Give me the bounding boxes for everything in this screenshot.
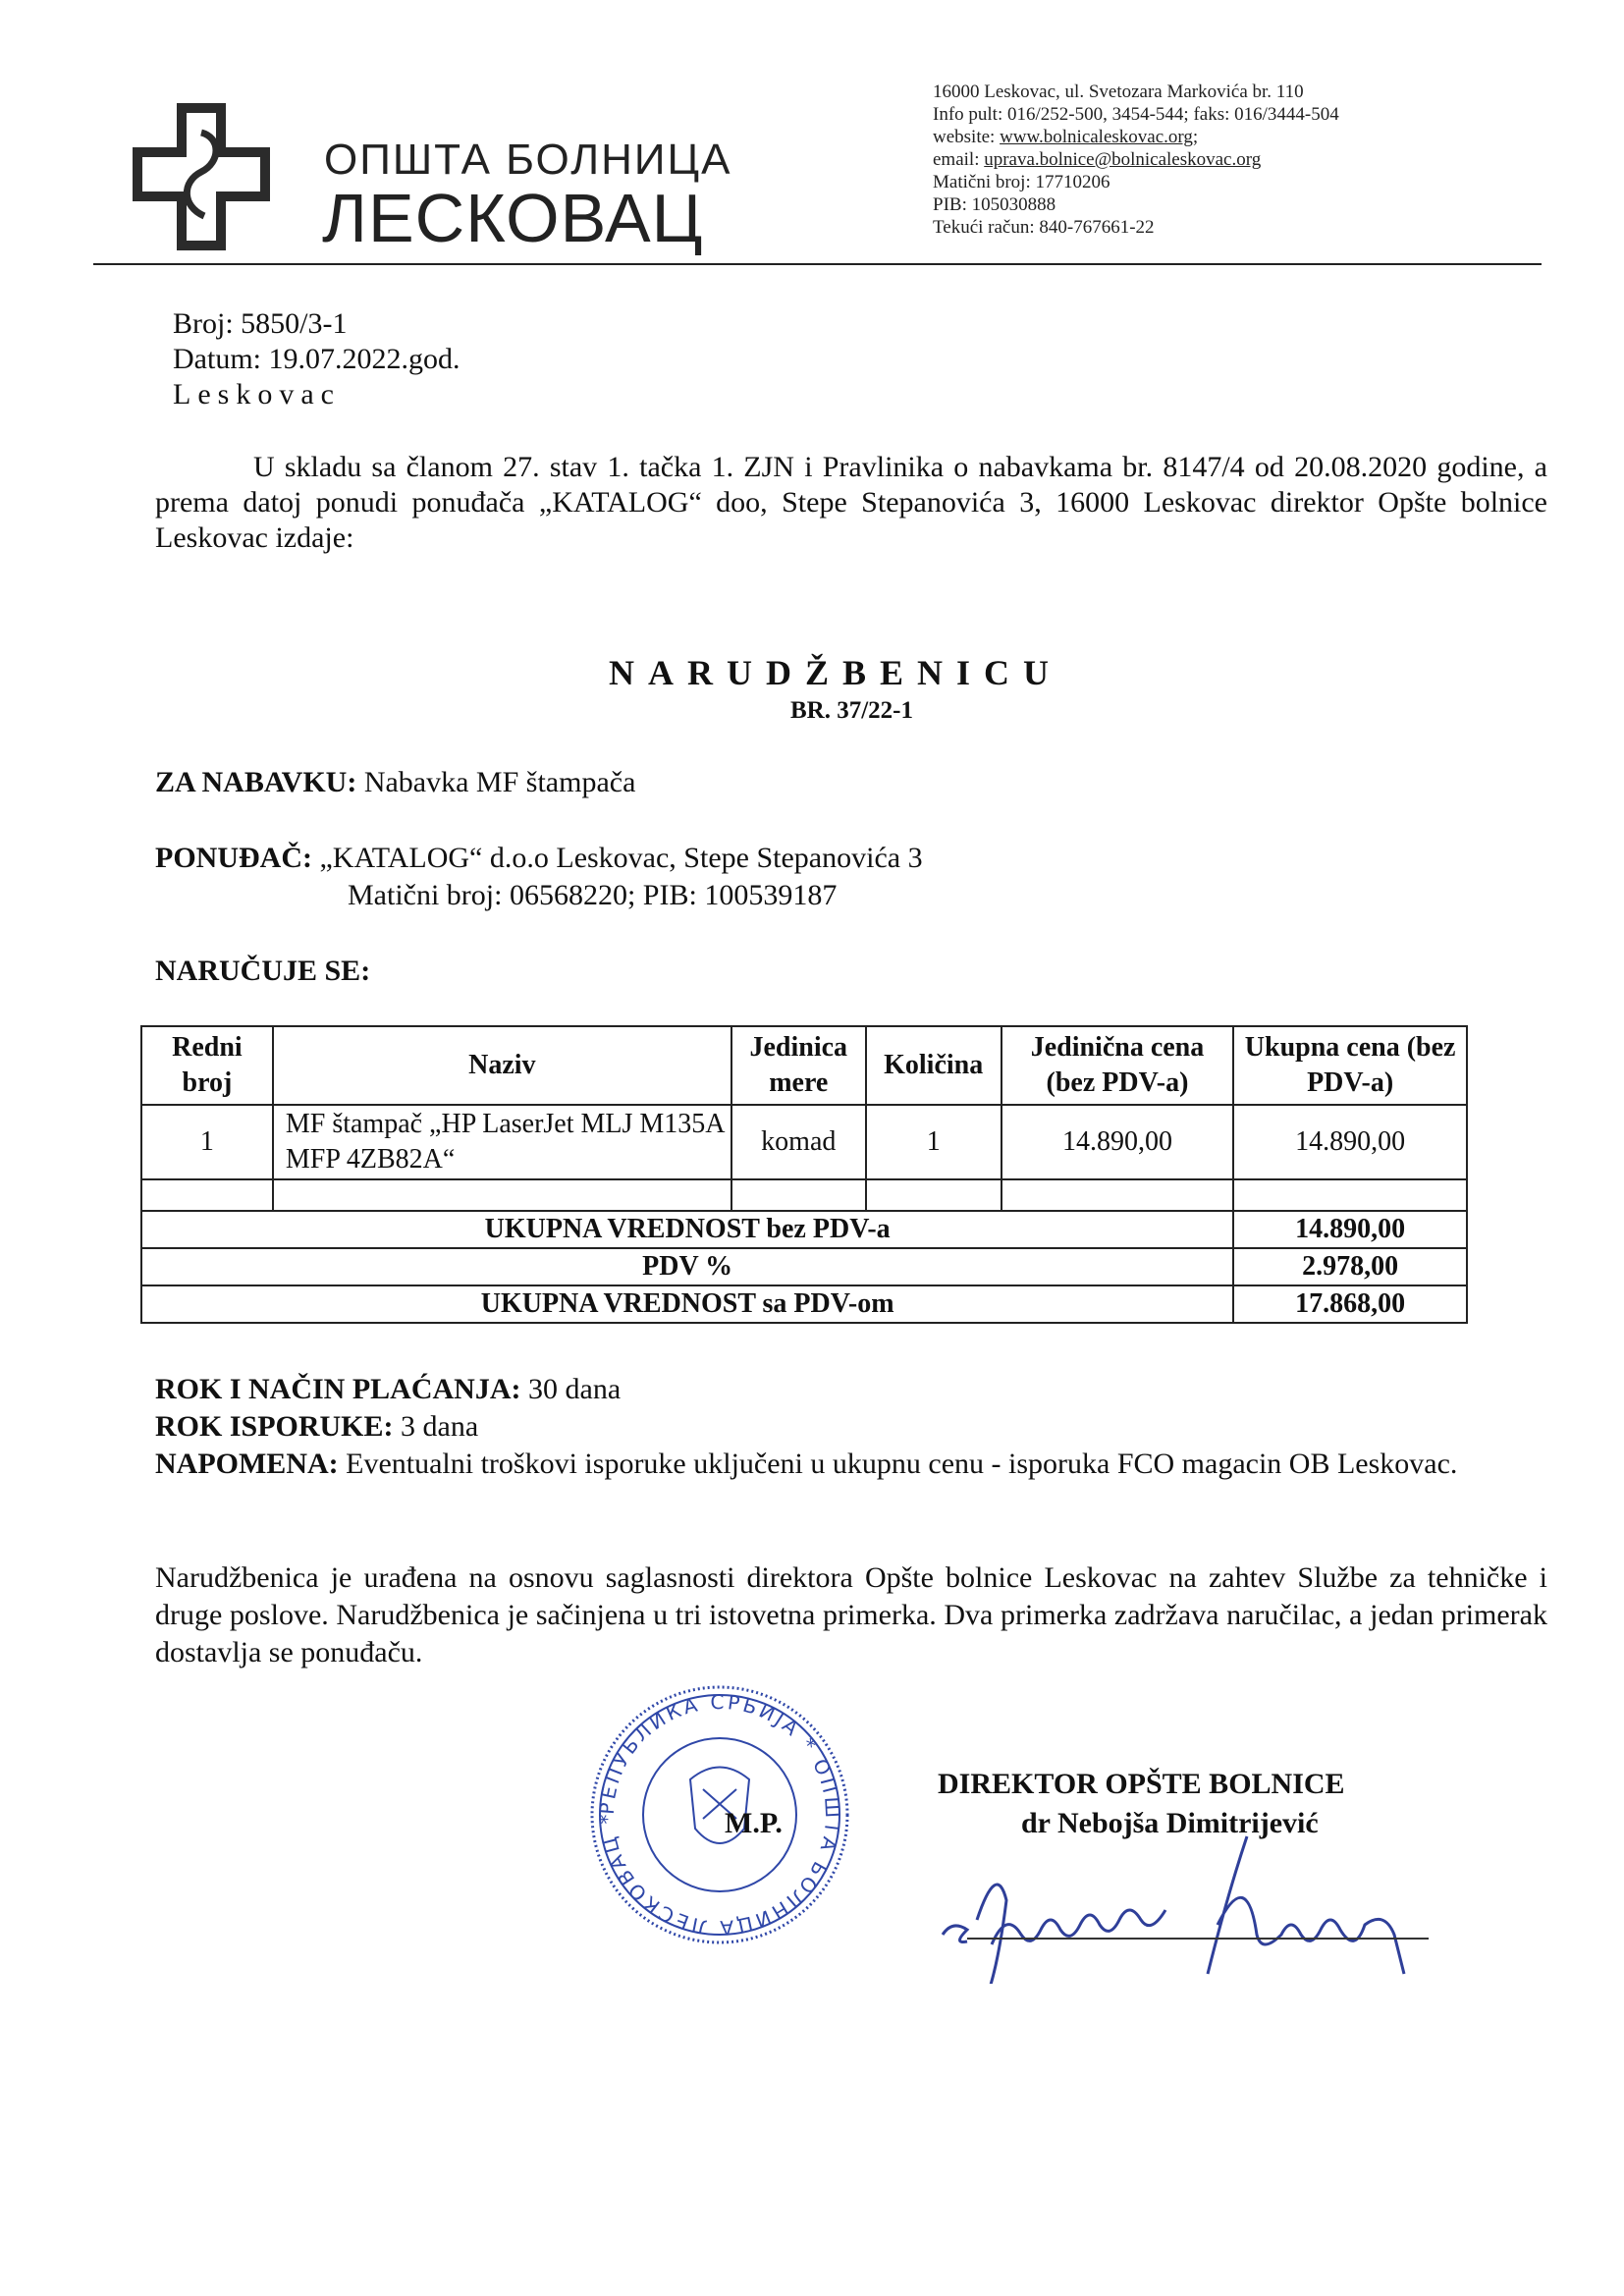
- col-header-redni: Redni broj: [141, 1026, 273, 1105]
- order-heading: NARUČUJE SE:: [155, 955, 371, 987]
- supplier-label: PONUĐAČ:: [155, 842, 312, 874]
- supplier-block: [155, 840, 923, 914]
- email-line: [933, 148, 1339, 171]
- cell-uk-cena: 14.890,00: [1233, 1105, 1467, 1179]
- delivery-label: ROK ISPORUKE:: [155, 1410, 394, 1443]
- email-label: email:: [933, 149, 985, 170]
- terms-block: [155, 1371, 1540, 1483]
- empty-cell: [273, 1179, 731, 1211]
- handwritten-signature: [923, 1827, 1512, 1984]
- supplier-ids: Matični broj: 06568220; PIB: 100539187: [348, 879, 838, 911]
- col-header-uk-cena: Ukupna cena (bez PDV-a): [1233, 1026, 1467, 1105]
- address: 16000 Leskovac, ul. Svetozara Markovića br. 110: [933, 82, 1304, 102]
- empty-cell: [141, 1179, 273, 1211]
- cell-naziv: MF štampač „HP LaserJet MLJ M135A MFP 4ZB82A“: [273, 1105, 731, 1179]
- procurement-value: Nabavka MF štampača: [363, 766, 636, 798]
- note-label: NAPOMENA:: [155, 1448, 339, 1480]
- info-line: Info pult: 016/252-500, 3454-544; faks: 016/3444-504: [933, 104, 1339, 125]
- org-name-line1: ОПШТА БОЛНИЦА: [324, 136, 732, 184]
- empty-cell: [866, 1179, 1001, 1211]
- total-value: 17.868,00: [1233, 1285, 1467, 1323]
- empty-cell: [1001, 1179, 1234, 1211]
- table-row-empty: [141, 1179, 1467, 1211]
- website-label: website:: [933, 127, 1001, 147]
- hospital-cross-logo: [128, 98, 275, 255]
- cell-jed-cena: 14.890,00: [1001, 1105, 1234, 1179]
- table-header-row: [141, 1026, 1467, 1105]
- payment-label: ROK I NAČIN PLAĆANJA:: [155, 1373, 521, 1405]
- closing-paragraph: Narudžbenica je urađena na osnovu saglasnosti direktora Opšte bolnice Leskovac na zahtev Službe za tehničke i druge poslove. Narudžbenica je sačinjena u tri istovetna primerka. Dva primerka zadržava naručilac, a jedan primerak dostavlja se ponuđaču.: [155, 1561, 1547, 1668]
- supplier-line1: [155, 840, 923, 877]
- stamp-ring-text: РЕПУБЛИКА СРБИЈА * ОПШТА БОЛНИЦА ЛЕСКОВАЦ *: [594, 1689, 845, 1941]
- stamp-mp-label: M.P.: [725, 1807, 783, 1839]
- col-header-jedinica: Jedinica mere: [731, 1026, 866, 1105]
- bank-account: Tekući račun: 840-767661-22: [933, 217, 1155, 238]
- document-title: NARUDŽBENICU: [609, 653, 1063, 692]
- delivery-terms: [155, 1408, 1540, 1446]
- cell-redni: 1: [141, 1105, 273, 1179]
- total-label: UKUPNA VREDNOST bez PDV-a: [141, 1211, 1233, 1248]
- payment-value: 30 dana: [528, 1373, 622, 1405]
- cell-jedinica: komad: [731, 1105, 866, 1179]
- maticni-broj: Matični broj: 17710206: [933, 172, 1110, 192]
- website-link[interactable]: www.bolnicaleskovac.org: [1000, 127, 1193, 147]
- signature-line: [967, 1938, 1429, 1940]
- intro-paragraph: U skladu sa članom 27. stav 1. tačka 1. ZJN i Pravlinika o nabavkama br. 8147/4 od 20.08.2020 godine, a prema datoj ponudi ponuđača „KATALOG“ doo, Stepe Stepanovića 3, 16000 Leskovac direktor Opšte bolnice Leskovac izdaje:: [155, 451, 1547, 554]
- procurement-line: [155, 766, 635, 799]
- document-date: Datum: 19.07.2022.god.: [173, 343, 460, 375]
- total-value: 2.978,00: [1233, 1248, 1467, 1285]
- director-title: DIREKTOR OPŠTE BOLNICE: [938, 1768, 1345, 1800]
- note: [155, 1446, 1540, 1483]
- document-meta: [173, 306, 460, 412]
- table-row: [141, 1105, 1467, 1179]
- website-suffix: ;: [1192, 127, 1199, 147]
- org-name-line2: ЛЕСКОВАЦ: [322, 180, 704, 256]
- header-divider: [93, 263, 1542, 265]
- total-value: 14.890,00: [1233, 1211, 1467, 1248]
- procurement-label: ZA NABAVKU:: [155, 766, 357, 798]
- payment-terms: [155, 1371, 1540, 1408]
- order-number: BR. 37/22-1: [790, 697, 913, 724]
- empty-cell: [731, 1179, 866, 1211]
- email-link[interactable]: uprava.bolnice@bolnicaleskovac.org: [984, 149, 1262, 170]
- official-stamp: [587, 1681, 852, 1948]
- note-value: Eventualni troškovi isporuke uključeni u ukupnu cenu - isporuka FCO magacin OB Leskovac.: [346, 1448, 1458, 1480]
- document-number: Broj: 5850/3-1: [173, 307, 348, 340]
- total-label: PDV %: [141, 1248, 1233, 1285]
- empty-cell: [1233, 1179, 1467, 1211]
- col-header-naziv: Naziv: [273, 1026, 731, 1105]
- total-label: UKUPNA VREDNOST sa PDV-om: [141, 1285, 1233, 1323]
- document-city: Leskovac: [173, 378, 341, 410]
- director-name: dr Nebojša Dimitrijević: [1021, 1807, 1319, 1839]
- stamp-text: [595, 1690, 845, 1940]
- pib: PIB: 105030888: [933, 194, 1056, 215]
- supplier-name: „KATALOG“ d.o.o Leskovac, Stepe Stepanovića 3: [319, 842, 923, 874]
- total-row-vat: [141, 1248, 1467, 1285]
- order-table: [140, 1025, 1468, 1324]
- contact-block: [933, 81, 1339, 239]
- cell-kolicina: 1: [866, 1105, 1001, 1179]
- col-header-kolicina: Količina: [866, 1026, 1001, 1105]
- col-header-jed-cena: Jedinična cena (bez PDV-a): [1001, 1026, 1234, 1105]
- total-row-net: [141, 1211, 1467, 1248]
- total-row-gross: [141, 1285, 1467, 1323]
- website-line: [933, 126, 1339, 148]
- delivery-value: 3 dana: [401, 1410, 479, 1443]
